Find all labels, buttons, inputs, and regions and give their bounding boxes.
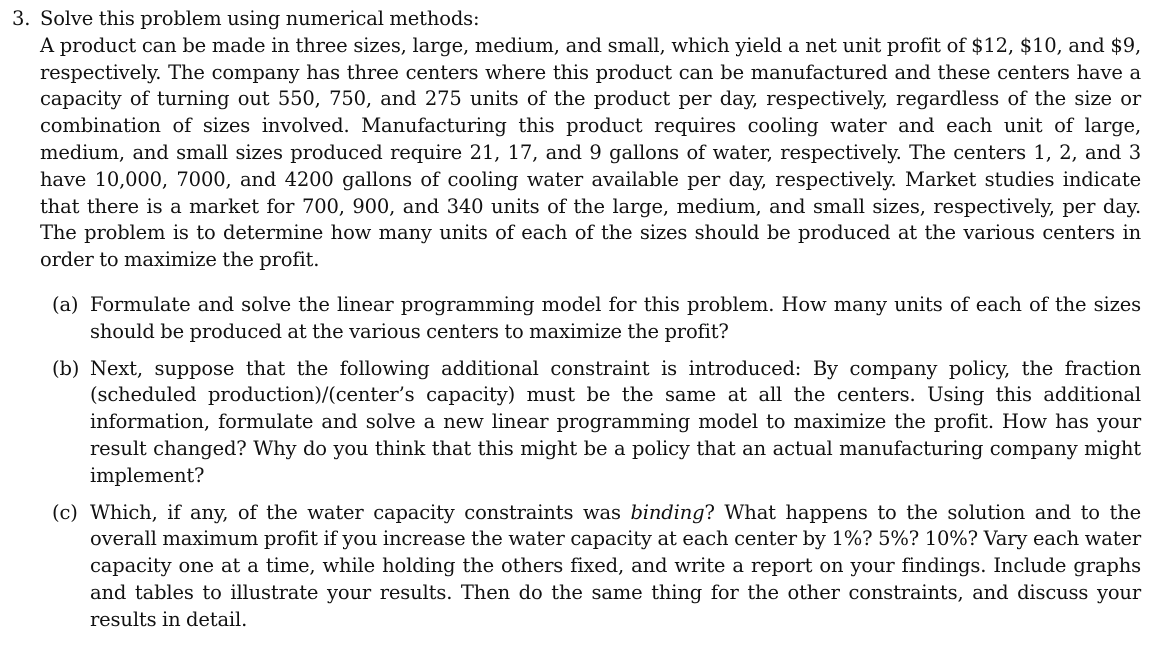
part-c-text	[90, 500, 1141, 634]
part-a-text: Formulate and solve the linear programming model for this problem. How many units of each of the sizes should be produced at the various centers to maximize the profit?	[90, 292, 1141, 343]
part-c-text-after: ? What happens to the solution and to the overall maximum profit if you increase the water capacity at each center by 1%? 5%? 10%? Vary each water capacity one at a time, while holding the others fixed, and write a report on your findings. Include graphs and tables to illustrate your results. Then do the same thing for the other constraints, and discuss your results in detail.	[90, 500, 1141, 631]
problem-3	[12, 6, 1141, 634]
part-c-text-before: Which, if any, of the water capacity constraints was	[90, 500, 631, 524]
problem-header	[12, 6, 1141, 33]
part-c-label: (c)	[52, 500, 78, 524]
problem-parts-list	[52, 292, 1141, 634]
problem-number: 3.	[12, 7, 31, 30]
part-a	[52, 292, 1141, 346]
problem-statement: A product can be made in three sizes, large, medium, and small, which yield a net unit profit of $12, $10, and $9, respectively. The company has three centers where this product can be manufactured and these centers have a capacity of turning out 550, 750, and 275 units of the product per day, respectively, regardless of the size or combination of sizes involved. Manufacturing this product requires cooling water and each unit of large, medium, and small sizes produced require 21, 17, and 9 gallons of water, respectively. The centers 1, 2, and 3 have 10,000, 7000, and 4200 gallons of cooling water available per day, respectively. Market studies indicate that there is a market for 700, 900, and 340 units of the large, medium, and small sizes, respectively, per day. The problem is to determine how many units of each of the sizes should be produced at the various centers in order to maximize the profit.	[40, 33, 1141, 272]
part-b-label: (b)	[52, 356, 80, 380]
part-a-label: (a)	[52, 292, 79, 316]
part-b	[52, 356, 1141, 490]
part-c-emphasis: binding	[630, 500, 705, 524]
part-c	[52, 500, 1141, 634]
part-b-text: Next, suppose that the following additional constraint is introduced: By company policy, the fraction (scheduled production)/(center’s capacity) must be the same at all the centers. Using this additional information, formulate and solve a new linear programming model to maximize the profit. How has your result changed? Why do you think that this might be a policy that an actual manufacturing company might implement?	[90, 356, 1141, 487]
problem-instruction: Solve this problem using numerical methods:	[40, 7, 480, 30]
